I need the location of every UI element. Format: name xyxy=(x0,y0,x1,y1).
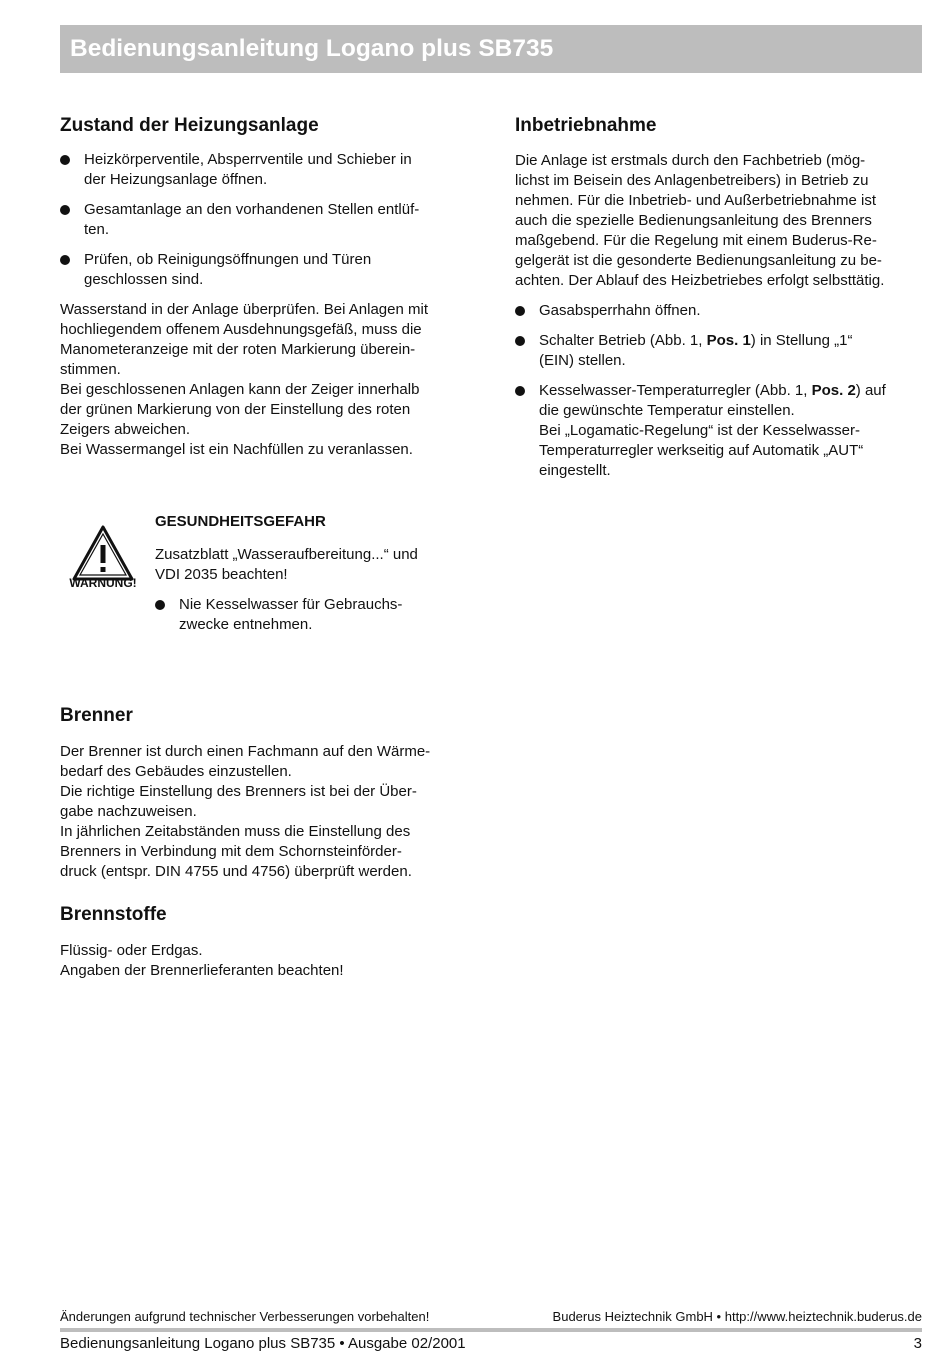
list-item-line: Temperaturregler werkseitig auf Automatik „AUT“ xyxy=(539,442,864,459)
paragraph-line: nehmen. Für die Inbetrieb- und Außerbetriebnahme ist xyxy=(515,192,877,209)
list-item-line: geschlossen sind. xyxy=(84,271,204,288)
warning-content xyxy=(155,512,475,645)
brennstoffe-paragraph xyxy=(60,941,480,981)
warning-text-line: VDI 2035 beachten! xyxy=(155,566,288,583)
list-item xyxy=(515,381,925,481)
warning-label: WARNUNG! xyxy=(69,576,137,590)
list-item-line xyxy=(539,381,925,401)
paragraph-line: Zeigers abweichen. xyxy=(60,421,191,438)
paragraph-line: maßgebend. Für die Regelung mit einem Buderus-Re- xyxy=(515,232,877,249)
section-brenner xyxy=(60,704,480,882)
paragraph-line: Wasserstand in der Anlage überprüfen. Bei Anlagen mit xyxy=(60,301,428,318)
footer-notice: Änderungen aufgrund technischer Verbesserungen vorbehalten! xyxy=(60,1309,430,1324)
list-item xyxy=(515,331,925,371)
list-item-line: Nie Kesselwasser für Gebrauchs- xyxy=(179,596,403,613)
bold-position-ref: Pos. 2 xyxy=(811,382,856,399)
list-item-line: ten. xyxy=(84,221,110,238)
bold-position-ref: Pos. 1 xyxy=(706,332,751,349)
text-span: Schalter Betrieb (Abb. 1, xyxy=(539,332,707,349)
footer-company: Buderus Heiztechnik GmbH • http://www.heiztechnik.buderus.de xyxy=(552,1309,922,1324)
paragraph-line: auch die spezielle Bedienungsanleitung des Brenners xyxy=(515,212,872,229)
paragraph-line: Der Brenner ist durch einen Fachmann auf den Wärme- xyxy=(60,743,431,760)
paragraph-line: Brenners in Verbindung mit dem Schornsteinförder- xyxy=(60,843,402,860)
section-heading-brenner: Brenner xyxy=(60,705,133,726)
paragraph-line: druck (entspr. DIN 4755 und 4756) überprüft werden. xyxy=(60,863,412,880)
paragraph-line: achten. Der Ablauf des Heizbetriebes erfolgt selbsttätig. xyxy=(515,272,885,289)
text-span: ) in Stellung „1“ xyxy=(750,332,853,349)
list-item xyxy=(60,250,480,290)
paragraph-line: Flüssig- oder Erdgas. xyxy=(60,942,203,959)
list-item-line: die gewünschte Temperatur einstellen. xyxy=(539,402,795,419)
footer-doc-info: Bedienungsanleitung Logano plus SB735 • Ausgabe 02/2001 xyxy=(60,1335,466,1352)
paragraph-line: der grünen Markierung von der Einstellung des roten xyxy=(60,401,411,418)
paragraph-line: gelgerät ist die gesonderte Bedienungsanleitung zu be- xyxy=(515,252,882,269)
list-item xyxy=(155,595,475,635)
header-bar xyxy=(60,25,922,73)
list-item xyxy=(515,301,925,321)
section-heading-inbetriebnahme: Inbetriebnahme xyxy=(515,115,657,136)
brenner-paragraph xyxy=(60,742,480,882)
list-item-line: der Heizungsanlage öffnen. xyxy=(84,171,268,188)
paragraph-line: Bei geschlossenen Anlagen kann der Zeiger innerhalb xyxy=(60,381,420,398)
zustand-paragraph xyxy=(60,300,480,460)
page-number: 3 xyxy=(913,1335,922,1352)
inbetriebnahme-paragraph xyxy=(515,151,925,291)
inbetriebnahme-bullet-list xyxy=(515,301,925,481)
list-item-line xyxy=(539,331,925,351)
section-inbetriebnahme xyxy=(515,114,925,491)
section-heading-zustand: Zustand der Heizungsanlage xyxy=(60,115,319,136)
list-item xyxy=(60,200,480,240)
paragraph-line: hochliegendem offenem Ausdehnungsgefäß, muss die xyxy=(60,321,422,338)
section-heading-brennstoffe: Brennstoffe xyxy=(60,904,167,925)
warning-text xyxy=(155,545,475,585)
paragraph-line: bedarf des Gebäudes einzustellen. xyxy=(60,763,292,780)
zustand-bullet-list xyxy=(60,150,480,290)
list-item-line: Gasabsperrhahn öffnen. xyxy=(539,302,701,319)
section-zustand xyxy=(60,114,480,460)
page-title: Bedienungsanleitung Logano plus SB735 xyxy=(70,35,554,62)
paragraph-line: In jährlichen Zeitabständen muss die Einstellung des xyxy=(60,823,411,840)
list-item-line: Bei „Logamatic-Regelung“ ist der Kesselwasser- xyxy=(539,422,860,439)
list-item-line: zwecke entnehmen. xyxy=(179,616,313,633)
paragraph-line: Die Anlage ist erstmals durch den Fachbetrieb (mög- xyxy=(515,152,866,169)
paragraph-line: stimmen. xyxy=(60,361,121,378)
paragraph-line: Manometeranzeige mit der roten Markierung überein- xyxy=(60,341,416,358)
warning-heading: GESUNDHEITSGEFAHR xyxy=(155,513,326,530)
text-span: ) auf xyxy=(855,382,886,399)
list-item-line: eingestellt. xyxy=(539,462,611,479)
list-item-line: Heizkörperventile, Absperrventile und Schieber in xyxy=(84,151,412,168)
paragraph-line: Angaben der Brennerlieferanten beachten! xyxy=(60,962,344,979)
text-span: Kesselwasser-Temperaturregler (Abb. 1, xyxy=(539,382,812,399)
list-item-line: Gesamtanlage an den vorhandenen Stellen entlüf- xyxy=(84,201,420,218)
warning-bullet-list xyxy=(155,595,475,635)
warning-text-line: Zusatzblatt „Wasseraufbereitung...“ und xyxy=(155,546,418,563)
paragraph-line: lichst im Beisein des Anlagenbetreibers) in Betrieb zu xyxy=(515,172,869,189)
paragraph-line: Bei Wassermangel ist ein Nachfüllen zu veranlassen. xyxy=(60,441,413,458)
footer-rule xyxy=(60,1328,922,1332)
paragraph-line: gabe nachzuweisen. xyxy=(60,803,197,820)
list-item xyxy=(60,150,480,190)
paragraph-line: Die richtige Einstellung des Brenners ist bei der Über- xyxy=(60,783,417,800)
list-item-line: Prüfen, ob Reinigungsöffnungen und Türen xyxy=(84,251,372,268)
list-item-line: (EIN) stellen. xyxy=(539,352,626,369)
section-brennstoffe xyxy=(60,903,480,981)
